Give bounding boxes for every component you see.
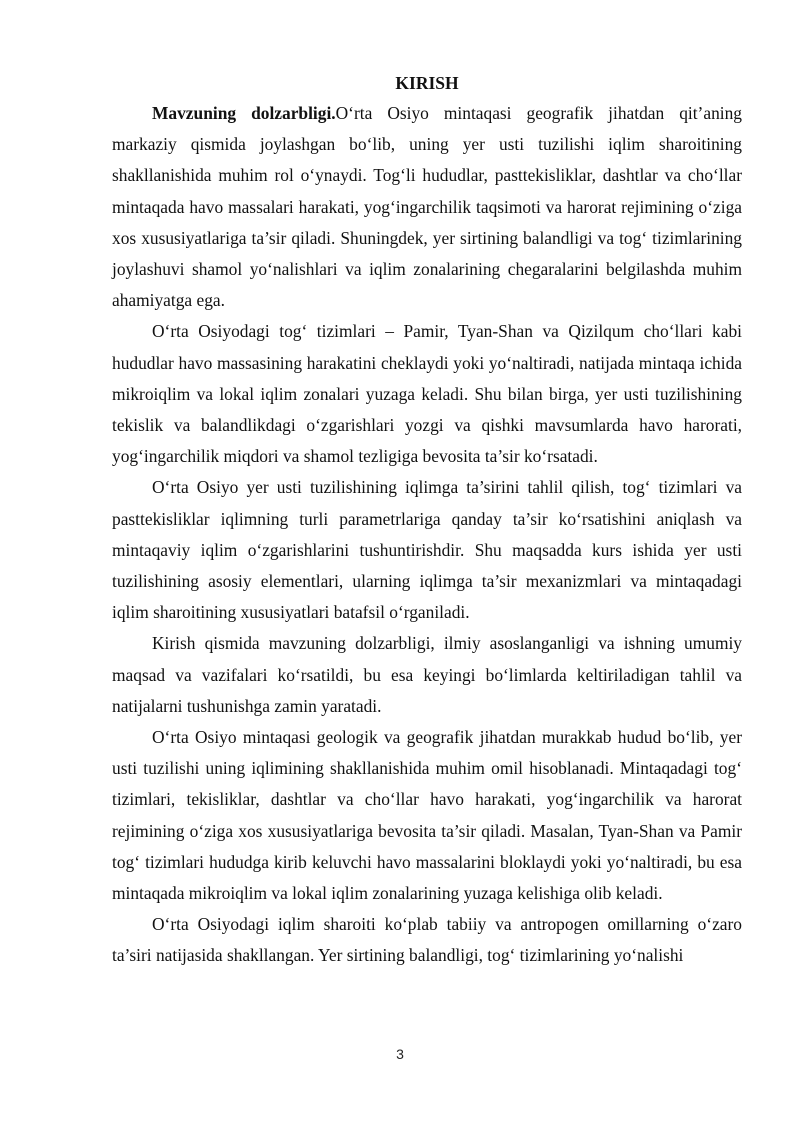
paragraph-climate-factors: O‘rta Osiyodagi iqlim sharoiti ko‘plab tabiiy va antropogen omillarning o‘zaro ta’siri natijasida shakllangan. Yer sirtining balandligi, tog‘ tizimlarining yo‘nalishi — [112, 914, 742, 966]
document-page — [112, 71, 742, 972]
paragraph-geology: O‘rta Osiyo mintaqasi geologik va geografik jihatdan murakkab hudud bo‘lib, yer usti tuzilishi uning iqlimining shakllanishida muhim omil hisoblanadi. Mintaqadagi tog‘ tizimlari, tekisliklar, dashtlar va cho‘llar havo harakati, yog‘ingarchilik va harorat rejimining o‘ziga xos xususiyatlariga bevosita ta’sir qiladi. Masalan, Tyan-Shan va Pamir tog‘ tizimlari hududga kirib keluvchi havo massalarini bloklaydi yoki yo‘naltiradi, bu esa mintaqada mikroiqlim va lokal iqlim zonalarining yuzaga kelishiga olib keladi. — [112, 727, 742, 904]
paragraph-mountain-systems: O‘rta Osiyodagi tog‘ tizimlari – Pamir, Tyan-Shan va Qizilqum cho‘llari kabi hududlar havo massasining harakatini cheklaydi yoki yo‘naltiradi, natijada mintaqa ichida mikroiqlim va lokal iqlim zonalari yuzaga keladi. Shu bilan birga, yer usti tuzilishining tekislik va balandlikdagi o‘zgarishlari yozgi va qishki mavsumlarda havo harorati, yog‘ingarchilik miqdori va shamol tezligiga bevosita ta’sir ko‘rsatadi. — [112, 321, 742, 467]
paragraph-relevance — [112, 98, 742, 316]
page-number: 3 — [396, 1046, 404, 1062]
section-heading: KIRISH — [395, 73, 459, 93]
paragraph-text: O‘rta Osiyo mintaqasi geografik jihatdan qit’aning markaziy qismida joylashgan bo‘lib, uning yer usti tuzilishi iqlim sharoitining shakllanishida muhim rol o‘ynaydi. Tog‘li hududlar, pasttekisliklar, dashtlar va cho‘llar mintaqada havo massalari harakati, yog‘ingarchilik taqsimoti va harorat rejimining o‘ziga xos xususiyatlariga ta’sir qiladi. Shuningdek, yer sirtining balandligi va tog‘ tizimlarining joylashuvi shamol yo‘nalishlari va iqlim zonalarining chegaralarini belgilashda muhim ahamiyatga ega. — [112, 103, 742, 311]
paragraph-lead: Mavzuning dolzarbligi. — [152, 103, 336, 123]
paragraph-aim: O‘rta Osiyo yer usti tuzilishining iqlimga ta’sirini tahlil qilish, tog‘ tizimlari va pasttekisliklar iqlimning turli parametrlariga qanday ta’sir ko‘rsatishini aniqlash va mintaqaviy iqlim o‘zgarishlarini tushuntirishdir. Shu maqsadda kurs ishida yer usti tuzilishining asosiy elementlari, ularning iqlimga ta’sir mexanizmlari va mintaqadagi iqlim sharoitining xususiyatlari batafsil o‘rganiladi. — [112, 477, 742, 623]
paragraph-introduction-summary: Kirish qismida mavzuning dolzarbligi, ilmiy asoslanganligi va ishning umumiy maqsad va vazifalari ko‘rsatildi, bu esa keyingi bo‘limlarda keltiriladigan tahlil va natijalarni tushunishga zamin yaratadi. — [112, 633, 742, 716]
